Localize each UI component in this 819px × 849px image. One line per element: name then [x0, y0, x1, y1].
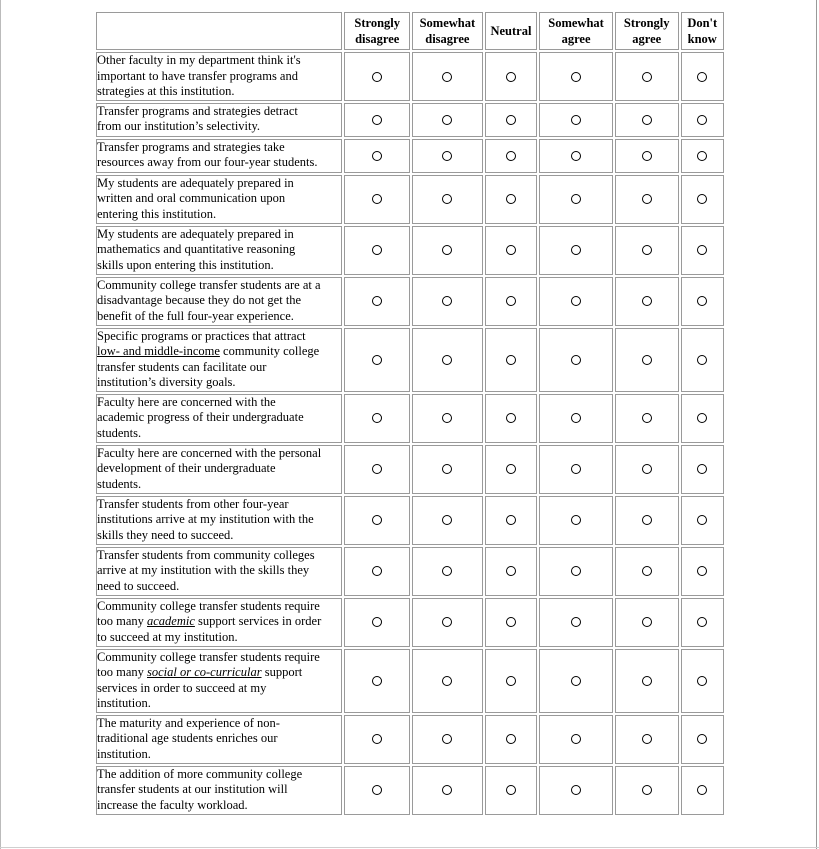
choice-cell-somewhat-disagree: [412, 547, 483, 596]
radio-button-strongly-agree[interactable]: [642, 413, 652, 423]
question-line: institution.: [97, 696, 151, 710]
choice-cell-strongly-agree: [615, 547, 679, 596]
choice-cell-somewhat-disagree: [412, 328, 483, 392]
table-row: [96, 52, 724, 101]
radio-button-dont-know[interactable]: [697, 785, 707, 795]
choice-cell-somewhat-disagree: [412, 139, 483, 173]
column-header-label: Somewhat: [548, 16, 604, 30]
radio-button-somewhat-disagree[interactable]: [442, 617, 452, 627]
radio-button-somewhat-disagree[interactable]: [442, 413, 452, 423]
question-line: to succeed at my institution.: [97, 629, 238, 644]
radio-button-neutral[interactable]: [506, 115, 516, 125]
radio-button-neutral[interactable]: [506, 72, 516, 82]
radio-button-somewhat-agree[interactable]: [571, 151, 581, 161]
radio-button-somewhat-agree[interactable]: [571, 355, 581, 365]
choice-cell-dont-know: [681, 445, 724, 494]
radio-button-neutral[interactable]: [506, 296, 516, 306]
choice-cell-strongly-agree: [615, 394, 679, 443]
question-line: Faculty here are concerned with the: [97, 394, 276, 409]
radio-button-somewhat-disagree[interactable]: [442, 115, 452, 125]
radio-button-neutral[interactable]: [506, 464, 516, 474]
choice-cell-strongly-agree: [615, 649, 679, 713]
column-header-label: disagree: [355, 32, 400, 46]
radio-button-neutral[interactable]: [506, 413, 516, 423]
question-text: [96, 547, 342, 596]
question-line: academic progress of their undergraduate: [97, 410, 304, 424]
question-line: development of their undergraduate: [97, 461, 276, 475]
choice-cell-dont-know: [681, 175, 724, 224]
column-header-strongly-disagree: [344, 12, 410, 50]
radio-button-strongly-agree[interactable]: [642, 355, 652, 365]
column-header-label: agree: [561, 32, 591, 46]
choice-cell-somewhat-disagree: [412, 103, 483, 137]
choice-cell-neutral: [485, 766, 538, 815]
radio-button-somewhat-disagree[interactable]: [442, 245, 452, 255]
table-row: [96, 328, 724, 392]
choice-cell-strongly-disagree: [344, 139, 410, 173]
radio-button-neutral[interactable]: [506, 515, 516, 525]
choice-cell-strongly-disagree: [344, 175, 410, 224]
radio-button-strongly-agree[interactable]: [642, 115, 652, 125]
choice-cell-dont-know: [681, 328, 724, 392]
choice-cell-somewhat-agree: [539, 226, 613, 275]
question-line: students.: [97, 476, 142, 491]
radio-button-dont-know[interactable]: [697, 566, 707, 576]
survey-container: [94, 10, 726, 817]
choice-cell-dont-know: [681, 394, 724, 443]
choice-cell-somewhat-disagree: [412, 496, 483, 545]
choice-cell-strongly-disagree: [344, 766, 410, 815]
question-line: Transfer programs and strategies take: [97, 139, 285, 154]
question-line: increase the faculty workload.: [97, 797, 248, 812]
page-left-edge: [0, 0, 1, 849]
choice-cell-somewhat-agree: [539, 598, 613, 647]
choice-cell-neutral: [485, 445, 538, 494]
radio-button-neutral[interactable]: [506, 566, 516, 576]
choice-cell-neutral: [485, 277, 538, 326]
question-text: [96, 226, 342, 275]
question-line: traditional age students enriches our: [97, 731, 278, 745]
likert-survey-table: [94, 10, 726, 817]
question-line: Community college transfer students are at a: [97, 277, 321, 292]
choice-cell-neutral: [485, 394, 538, 443]
radio-button-somewhat-agree[interactable]: [571, 72, 581, 82]
choice-cell-neutral: [485, 52, 538, 101]
choice-cell-strongly-agree: [615, 52, 679, 101]
question-line: Community college transfer students require: [97, 598, 320, 613]
question-line: Other faculty in my department think it's: [97, 53, 301, 67]
radio-button-somewhat-agree[interactable]: [571, 617, 581, 627]
column-header-label: agree: [632, 32, 662, 46]
choice-cell-dont-know: [681, 547, 724, 596]
question-line: The addition of more community college: [97, 766, 303, 781]
choice-cell-somewhat-disagree: [412, 226, 483, 275]
radio-button-somewhat-agree[interactable]: [571, 194, 581, 204]
radio-button-strongly-disagree[interactable]: [372, 464, 382, 474]
radio-button-strongly-disagree[interactable]: [372, 676, 382, 686]
column-header-label: Strongly: [354, 16, 401, 30]
choice-cell-strongly-agree: [615, 766, 679, 815]
column-header-label: know: [687, 32, 717, 46]
radio-button-strongly-disagree[interactable]: [372, 151, 382, 161]
choice-cell-somewhat-agree: [539, 766, 613, 815]
table-row: [96, 175, 724, 224]
question-text: [96, 277, 342, 326]
choice-cell-strongly-disagree: [344, 445, 410, 494]
table-row: [96, 496, 724, 545]
question-line: skills upon entering this institution.: [97, 257, 274, 272]
choice-cell-neutral: [485, 103, 538, 137]
column-header-label: disagree: [425, 32, 470, 46]
table-row: [96, 598, 724, 647]
question-line: resources away from our four-year students.: [97, 155, 318, 169]
radio-button-somewhat-disagree[interactable]: [442, 296, 452, 306]
question-line: institutions arrive at my institution with the: [97, 512, 314, 526]
table-row: [96, 649, 724, 713]
table-row: [96, 139, 724, 173]
radio-button-strongly-agree[interactable]: [642, 151, 652, 161]
header-row: [96, 12, 724, 50]
choice-cell-strongly-agree: [615, 226, 679, 275]
choice-cell-dont-know: [681, 766, 724, 815]
question-line: Specific programs or practices that attract: [97, 328, 306, 343]
question-line: Transfer students from community colleges: [97, 547, 315, 562]
radio-button-somewhat-agree[interactable]: [571, 515, 581, 525]
choice-cell-strongly-disagree: [344, 649, 410, 713]
choice-cell-somewhat-agree: [539, 328, 613, 392]
question-line: from our institution’s selectivity.: [97, 119, 261, 133]
question-text: [96, 328, 342, 392]
choice-cell-strongly-agree: [615, 496, 679, 545]
question-text: [96, 715, 342, 764]
choice-cell-strongly-agree: [615, 715, 679, 764]
radio-button-somewhat-disagree[interactable]: [442, 194, 452, 204]
choice-cell-somewhat-agree: [539, 547, 613, 596]
choice-cell-neutral: [485, 715, 538, 764]
column-header-somewhat-agree: [539, 12, 613, 50]
choice-cell-somewhat-disagree: [412, 766, 483, 815]
question-text: [96, 598, 342, 647]
emphasized-text: academic: [147, 614, 195, 628]
choice-cell-somewhat-agree: [539, 175, 613, 224]
choice-cell-dont-know: [681, 103, 724, 137]
choice-cell-somewhat-agree: [539, 139, 613, 173]
radio-button-dont-know[interactable]: [697, 413, 707, 423]
choice-cell-dont-know: [681, 52, 724, 101]
choice-cell-strongly-agree: [615, 277, 679, 326]
column-header-dont-know: [681, 12, 724, 50]
radio-button-somewhat-agree[interactable]: [571, 566, 581, 576]
question-line: too many social or co-curricular support: [97, 665, 303, 679]
radio-button-dont-know[interactable]: [697, 464, 707, 474]
choice-cell-strongly-disagree: [344, 226, 410, 275]
choice-cell-neutral: [485, 547, 538, 596]
choice-cell-strongly-disagree: [344, 394, 410, 443]
question-text: [96, 766, 342, 815]
question-line: too many academic support services in order: [97, 614, 322, 628]
header-corner-cell: [96, 12, 342, 50]
choice-cell-strongly-disagree: [344, 277, 410, 326]
choice-cell-somewhat-agree: [539, 445, 613, 494]
choice-cell-somewhat-agree: [539, 394, 613, 443]
question-line: Transfer students from other four-year: [97, 496, 289, 511]
question-line: entering this institution.: [97, 206, 217, 221]
question-line: Transfer programs and strategies detract: [97, 103, 298, 118]
radio-button-dont-know[interactable]: [697, 296, 707, 306]
radio-button-somewhat-disagree[interactable]: [442, 676, 452, 686]
emphasized-text: social or co-curricular: [147, 665, 262, 679]
choice-cell-strongly-disagree: [344, 715, 410, 764]
radio-button-strongly-disagree[interactable]: [372, 115, 382, 125]
radio-button-dont-know[interactable]: [697, 245, 707, 255]
choice-cell-dont-know: [681, 226, 724, 275]
radio-button-somewhat-agree[interactable]: [571, 296, 581, 306]
radio-button-strongly-agree[interactable]: [642, 194, 652, 204]
radio-button-dont-know[interactable]: [697, 355, 707, 365]
radio-button-strongly-disagree[interactable]: [372, 785, 382, 795]
question-line: The maturity and experience of non-: [97, 715, 280, 730]
table-row: [96, 394, 724, 443]
radio-button-strongly-disagree[interactable]: [372, 194, 382, 204]
column-header-label: Somewhat: [419, 16, 476, 30]
choice-cell-neutral: [485, 649, 538, 713]
radio-button-strongly-disagree[interactable]: [372, 72, 382, 82]
radio-button-dont-know[interactable]: [697, 515, 707, 525]
radio-button-neutral[interactable]: [506, 355, 516, 365]
radio-button-neutral[interactable]: [506, 785, 516, 795]
radio-button-strongly-agree[interactable]: [642, 734, 652, 744]
radio-button-somewhat-agree[interactable]: [571, 734, 581, 744]
page-bottom-edge: [0, 847, 819, 848]
table-row: [96, 445, 724, 494]
radio-button-strongly-agree[interactable]: [642, 515, 652, 525]
radio-button-strongly-disagree[interactable]: [372, 245, 382, 255]
choice-cell-strongly-disagree: [344, 496, 410, 545]
question-text: [96, 103, 342, 137]
question-line: institution.: [97, 746, 151, 761]
radio-button-neutral[interactable]: [506, 676, 516, 686]
choice-cell-somewhat-agree: [539, 277, 613, 326]
choice-cell-somewhat-disagree: [412, 715, 483, 764]
table-row: [96, 766, 724, 815]
choice-cell-strongly-agree: [615, 328, 679, 392]
radio-button-somewhat-disagree[interactable]: [442, 566, 452, 576]
question-line: Faculty here are concerned with the personal: [97, 445, 322, 460]
choice-cell-dont-know: [681, 598, 724, 647]
radio-button-somewhat-disagree[interactable]: [442, 785, 452, 795]
choice-cell-somewhat-agree: [539, 715, 613, 764]
question-text: [96, 52, 342, 101]
question-line: institution’s diversity goals.: [97, 375, 236, 389]
radio-button-somewhat-disagree[interactable]: [442, 515, 452, 525]
choice-cell-somewhat-disagree: [412, 175, 483, 224]
choice-cell-neutral: [485, 226, 538, 275]
choice-cell-somewhat-disagree: [412, 649, 483, 713]
radio-button-strongly-agree[interactable]: [642, 566, 652, 576]
question-line: mathematics and quantitative reasoning: [97, 242, 296, 256]
radio-button-somewhat-agree[interactable]: [571, 676, 581, 686]
choice-cell-strongly-agree: [615, 139, 679, 173]
choice-cell-somewhat-agree: [539, 649, 613, 713]
radio-button-strongly-agree[interactable]: [642, 464, 652, 474]
choice-cell-somewhat-disagree: [412, 52, 483, 101]
choice-cell-somewhat-disagree: [412, 394, 483, 443]
question-line: My students are adequately prepared in: [97, 226, 294, 241]
column-header-label: Don't: [687, 16, 718, 30]
question-text: [96, 394, 342, 443]
radio-button-neutral[interactable]: [506, 734, 516, 744]
choice-cell-strongly-agree: [615, 103, 679, 137]
radio-button-somewhat-disagree[interactable]: [442, 72, 452, 82]
choice-cell-somewhat-disagree: [412, 598, 483, 647]
table-row: [96, 715, 724, 764]
radio-button-strongly-disagree[interactable]: [372, 566, 382, 576]
radio-button-strongly-disagree[interactable]: [372, 413, 382, 423]
radio-button-dont-know[interactable]: [697, 617, 707, 627]
radio-button-strongly-agree[interactable]: [642, 296, 652, 306]
choice-cell-somewhat-disagree: [412, 445, 483, 494]
table-row: [96, 103, 724, 137]
question-line: arrive at my institution with the skills they: [97, 563, 310, 577]
choice-cell-strongly-agree: [615, 598, 679, 647]
question-text: [96, 139, 342, 173]
radio-button-somewhat-agree[interactable]: [571, 413, 581, 423]
table-row: [96, 547, 724, 596]
choice-cell-strongly-disagree: [344, 328, 410, 392]
radio-button-somewhat-disagree[interactable]: [442, 355, 452, 365]
column-header-somewhat-disagree: [412, 12, 483, 50]
choice-cell-dont-know: [681, 139, 724, 173]
radio-button-dont-know[interactable]: [697, 115, 707, 125]
radio-button-neutral[interactable]: [506, 245, 516, 255]
radio-button-strongly-agree[interactable]: [642, 785, 652, 795]
choice-cell-strongly-disagree: [344, 103, 410, 137]
choice-cell-dont-know: [681, 715, 724, 764]
question-text: [96, 445, 342, 494]
choice-cell-somewhat-agree: [539, 103, 613, 137]
choice-cell-strongly-agree: [615, 445, 679, 494]
question-line: strategies at this institution.: [97, 84, 235, 98]
table-row: [96, 277, 724, 326]
radio-button-somewhat-disagree[interactable]: [442, 734, 452, 744]
radio-button-somewhat-agree[interactable]: [571, 245, 581, 255]
choice-cell-strongly-disagree: [344, 52, 410, 101]
choice-cell-dont-know: [681, 649, 724, 713]
radio-button-strongly-agree[interactable]: [642, 245, 652, 255]
radio-button-somewhat-agree[interactable]: [571, 785, 581, 795]
emphasized-text: low- and middle-income: [97, 344, 220, 358]
radio-button-strongly-disagree[interactable]: [372, 617, 382, 627]
question-text: [96, 649, 342, 713]
table-row: [96, 226, 724, 275]
survey-body: [96, 52, 724, 815]
radio-button-strongly-agree[interactable]: [642, 72, 652, 82]
radio-button-strongly-disagree[interactable]: [372, 515, 382, 525]
radio-button-neutral[interactable]: [506, 194, 516, 204]
question-line: transfer students at our institution will: [97, 782, 288, 796]
column-header-label: Strongly: [623, 16, 670, 30]
question-line: important to have transfer programs and: [97, 68, 298, 83]
radio-button-dont-know[interactable]: [697, 734, 707, 744]
question-line: Community college transfer students require: [97, 649, 320, 664]
choice-cell-strongly-disagree: [344, 598, 410, 647]
radio-button-dont-know[interactable]: [697, 151, 707, 161]
question-line: disadvantage because they do not get the: [97, 293, 302, 307]
radio-button-neutral[interactable]: [506, 617, 516, 627]
choice-cell-somewhat-agree: [539, 496, 613, 545]
radio-button-somewhat-disagree[interactable]: [442, 464, 452, 474]
radio-button-dont-know[interactable]: [697, 676, 707, 686]
choice-cell-somewhat-agree: [539, 52, 613, 101]
choice-cell-strongly-agree: [615, 175, 679, 224]
question-line: skills they need to succeed.: [97, 527, 234, 542]
question-line: services in order to succeed at my: [97, 680, 267, 695]
page-right-edge: [816, 0, 817, 849]
choice-cell-dont-know: [681, 277, 724, 326]
choice-cell-neutral: [485, 139, 538, 173]
question-line: need to succeed.: [97, 578, 180, 593]
choice-cell-strongly-disagree: [344, 547, 410, 596]
radio-button-somewhat-disagree[interactable]: [442, 151, 452, 161]
radio-button-strongly-agree[interactable]: [642, 676, 652, 686]
question-line: students.: [97, 425, 142, 440]
question-line: transfer students can facilitate our: [97, 359, 267, 374]
radio-button-somewhat-agree[interactable]: [571, 115, 581, 125]
radio-button-neutral[interactable]: [506, 151, 516, 161]
choice-cell-somewhat-disagree: [412, 277, 483, 326]
question-line: benefit of the full four-year experience.: [97, 308, 294, 323]
column-header-strongly-agree: [615, 12, 679, 50]
choice-cell-dont-know: [681, 496, 724, 545]
question-line: My students are adequately prepared in: [97, 175, 294, 190]
choice-cell-neutral: [485, 328, 538, 392]
question-line: low- and middle-income community college: [97, 344, 320, 358]
choice-cell-neutral: [485, 175, 538, 224]
radio-button-strongly-disagree[interactable]: [372, 296, 382, 306]
radio-button-strongly-disagree[interactable]: [372, 734, 382, 744]
column-header-label: Neutral: [490, 24, 532, 38]
radio-button-strongly-disagree[interactable]: [372, 355, 382, 365]
choice-cell-neutral: [485, 598, 538, 647]
question-text: [96, 496, 342, 545]
radio-button-dont-know[interactable]: [697, 194, 707, 204]
column-header-neutral: [485, 12, 538, 50]
radio-button-dont-know[interactable]: [697, 72, 707, 82]
question-line: written and oral communication upon: [97, 191, 286, 205]
question-text: [96, 175, 342, 224]
radio-button-strongly-agree[interactable]: [642, 617, 652, 627]
radio-button-somewhat-agree[interactable]: [571, 464, 581, 474]
choice-cell-neutral: [485, 496, 538, 545]
